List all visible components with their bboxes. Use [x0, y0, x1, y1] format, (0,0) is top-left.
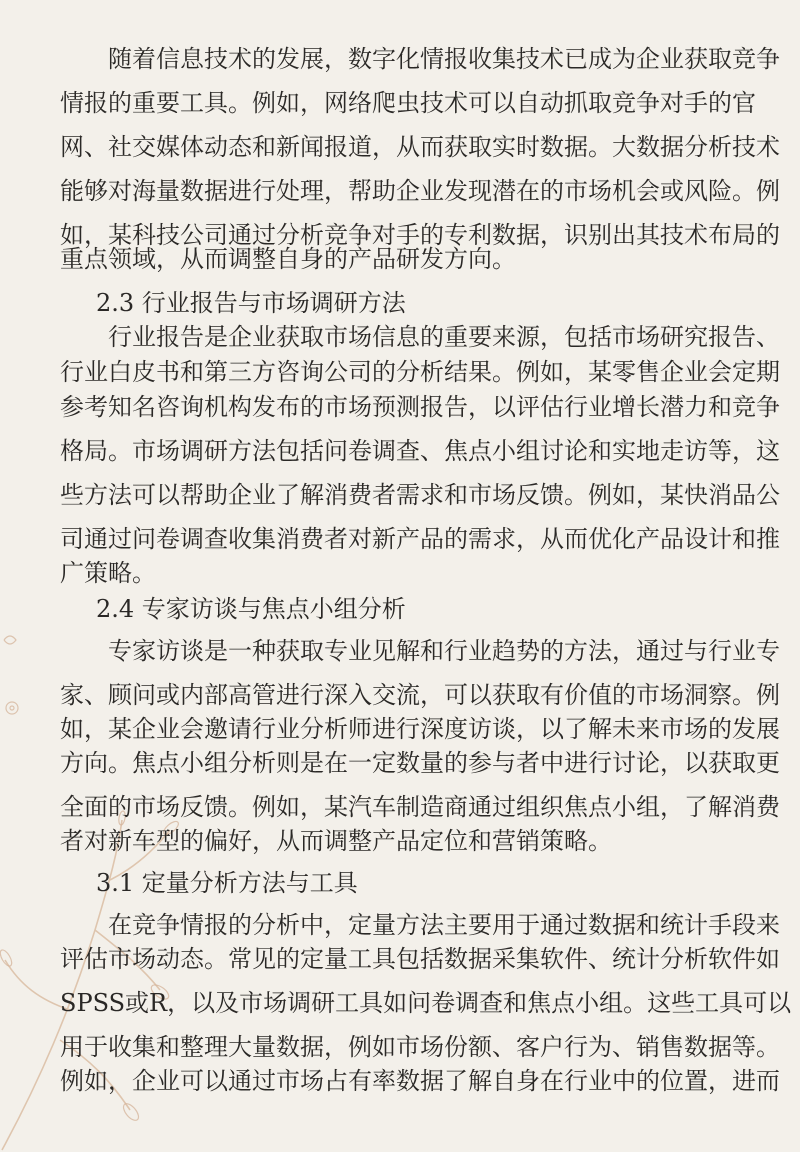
paragraph-line: 在竞争情报的分析中，定量方法主要用于通过数据和统计手段来: [108, 911, 780, 939]
paragraph-line: 参考知名咨询机构发布的市场预测报告，以评估行业增长潜力和竞争: [60, 393, 780, 421]
section-heading: 2.4 专家访谈与焦点小组分析: [96, 595, 406, 623]
paragraph-line: 例如，企业可以通过市场占有率数据了解自身在行业中的位置，进而: [60, 1067, 780, 1095]
paragraph-line: 评估市场动态。常见的定量工具包括数据采集软件、统计分析软件如: [60, 945, 780, 973]
section-heading: 2.3 行业报告与市场调研方法: [96, 289, 406, 317]
paragraph-line: 行业白皮书和第三方咨询公司的分析结果。例如，某零售企业会定期: [60, 358, 780, 386]
paragraph-line: 者对新车型的偏好，从而调整产品定位和营销策略。: [60, 827, 612, 855]
paragraph-line: 用于收集和整理大量数据，例如市场份额、客户行为、销售数据等。: [60, 1033, 780, 1061]
paragraph-line: 家、顾问或内部高管进行深入交流，可以获取有价值的市场洞察。例: [60, 681, 780, 709]
section-heading: 3.1 定量分析方法与工具: [96, 869, 358, 897]
paragraph-line: 全面的市场反馈。例如，某汽车制造商通过组织焦点小组，了解消费: [60, 793, 780, 821]
paragraph-line: 格局。市场调研方法包括问卷调查、焦点小组讨论和实地走访等，这: [60, 437, 780, 465]
paragraph-line: 如，某科技公司通过分析竞争对手的专利数据，识别出其技术布局的: [60, 221, 780, 249]
paragraph-line: 广策略。: [60, 559, 156, 587]
paragraph-line: 网、社交媒体动态和新闻报道，从而获取实时数据。大数据分析技术: [60, 133, 780, 161]
paragraph-line: 方向。焦点小组分析则是在一定数量的参与者中进行讨论，以获取更: [60, 749, 780, 777]
paragraph-line: 重点领域，从而调整自身的产品研发方向。: [60, 245, 516, 273]
paragraph-line: 司通过问卷调查收集消费者对新产品的需求，从而优化产品设计和推: [60, 525, 780, 553]
paragraph-line: 行业报告是企业获取市场信息的重要来源，包括市场研究报告、: [108, 323, 780, 351]
paragraph-line: 如，某企业会邀请行业分析师进行深度访谈，以了解未来市场的发展: [60, 715, 780, 743]
paragraph-line: 随着信息技术的发展，数字化情报收集技术已成为企业获取竞争: [108, 45, 780, 73]
paragraph-line: 能够对海量数据进行处理，帮助企业发现潜在的市场机会或风险。例: [60, 177, 780, 205]
paragraph-line: 些方法可以帮助企业了解消费者需求和市场反馈。例如，某快消品公: [60, 481, 780, 509]
paragraph-line: 情报的重要工具。例如，网络爬虫技术可以自动抓取竞争对手的官: [60, 89, 756, 117]
paragraph-line: 专家访谈是一种获取专业见解和行业趋势的方法，通过与行业专: [108, 637, 780, 665]
paragraph-line: SPSS或R，以及市场调研工具如问卷调查和焦点小组。这些工具可以: [60, 989, 792, 1017]
